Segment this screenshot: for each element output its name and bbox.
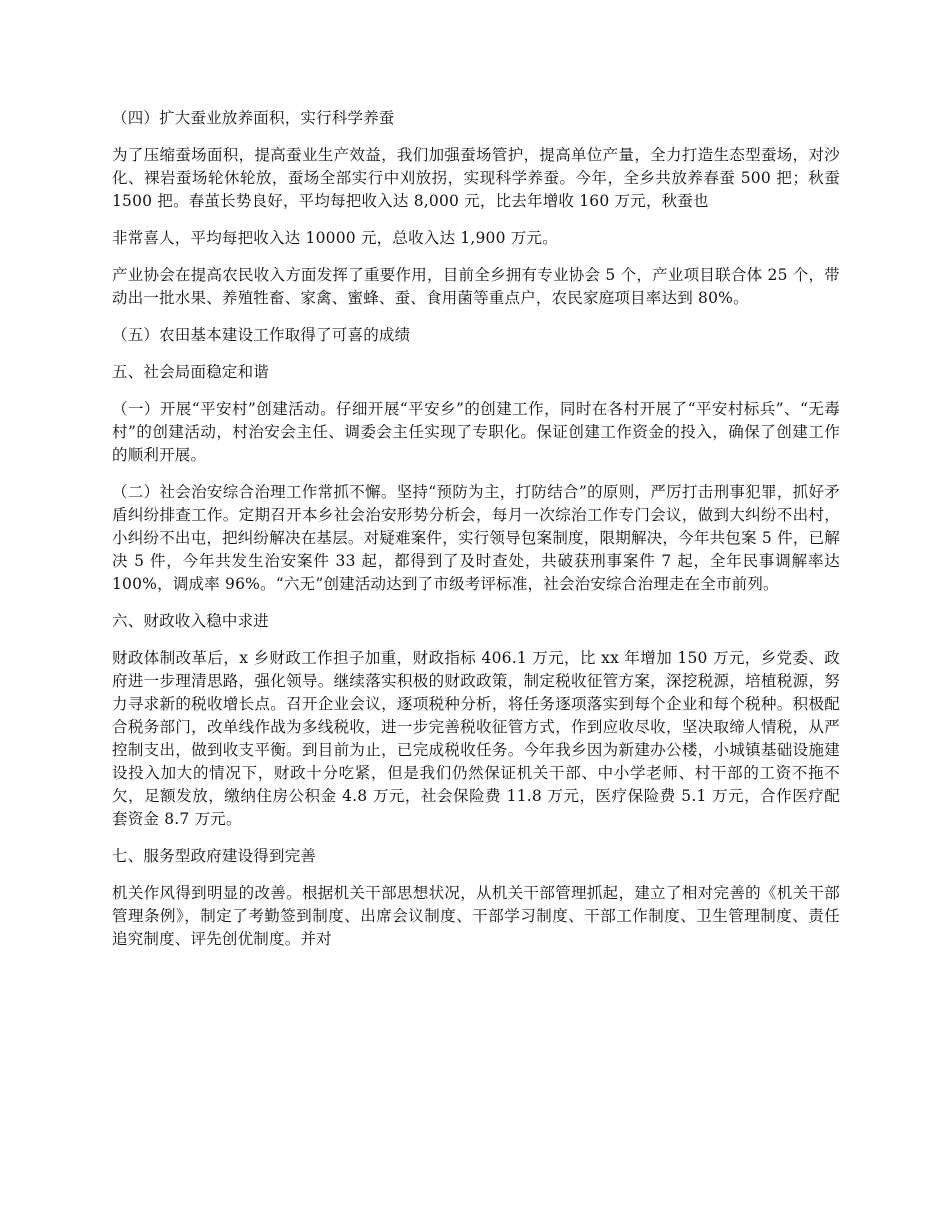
paragraph-fiscal-revenue: 财政体制改革后，x 乡财政工作担子加重，财政指标 406.1 万元，比 xx 年增加 150 万元，乡党委、政府进一步理清思路，强化领导。继续落实积极的财政政策，制定税收征管方案，深挖税源，培植税源，努力寻求新的税收增长点。召开企业会议，逐项税种分析，将任务逐项落实到每个企业和每个税种。积极配合税务部门，改单线作战为多线税收，进一步完善税收征管方式，作到应收尽收，坚决取缔人情税，从严控制支出，做到收支平衡。到目前为止，已完成税收任务。今年我乡因为新建办公楼，小城镇基础设施建设投入加大的情况下，财政十分吃紧，但是我们仍然保证机关干部、中小学老师、村干部的工资不拖不欠，足额发放，缴纳住房公积金 4.8 万元，社会保险费 11.8 万元，医疗保险费 5.1 万元，合作医疗配套资金 8.7 万元。 [112,649,840,828]
paragraph-sericulture: 为了压缩蚕场面积，提高蚕业生产效益，我们加强蚕场管护，提高单位产量，全力打造生态型蚕场，对沙化、裸岩蚕场轮休轮放，蚕场全部实行中刈放拐，实现科学养蚕。今年，全乡共放养春蚕 500 把；秋蚕 1500 把。春茧长势良好，平均每把收入达 8,000 元，比去年增收 160 万元，秋蚕也 [112,146,840,210]
section-heading-service-government: 七、服务型政府建设得到完善 [112,847,317,865]
paragraph-service-government: 机关作风得到明显的改善。根据机关干部思想状况，从机关干部管理抓起，建立了相对完善的《机关干部管理条例》，制定了考勤签到制度、出席会议制度、干部学习制度、干部工作制度、卫生管理制度、责任追究制度、评先创优制度。并对 [112,884,840,948]
section-heading-sericulture: （四）扩大蚕业放养面积，实行科学养蚕 [112,109,395,127]
section-heading-farmland: （五）农田基本建设工作取得了可喜的成绩 [112,326,411,344]
document-body [112,107,840,965]
section-heading-fiscal-revenue: 六、财政收入稳中求进 [112,612,270,630]
section-heading-social-stability: 五、社会局面稳定和谐 [112,363,270,381]
paragraph-safe-village: （一）开展“平安村”创建活动。仔细开展“平安乡”的创建工作，同时在各村开展了“平安村标兵”、“无毒村”的创建活动，村治安会主任、调委会主任实现了专职化。保证创建工作资金的投入，确保了创建工作的顺利开展。 [112,400,840,464]
paragraph-autumn-silkworm: 非常喜人，平均每把收入达 10000 元，总收入达 1,900 万元。 [112,229,558,247]
paragraph-public-security: （二）社会治安综合治理工作常抓不懈。坚持“预防为主，打防结合”的原则，严厉打击刑事犯罪，抓好矛盾纠纷排查工作。定期召开本乡社会治安形势分析会，每月一次综治工作专门会议，做到大纠纷不出村，小纠纷不出屯，把纠纷解决在基层。对疑难案件，实行领导包案制度，限期解决，今年共包案 5 件，已解决 5 件，今年共发生治安案件 33 起，都得到了及时查处，共破获刑事案件 7 起，全年民事调解率达 100%，调成率 96%。“六无”创建活动达到了市级考评标准，社会治安综合治理走在全市前列。 [112,483,840,593]
paragraph-industry-association: 产业协会在提高农民收入方面发挥了重要作用，目前全乡拥有专业协会 5 个，产业项目联合体 25 个，带动出一批水果、养殖牲畜、家禽、蜜蜂、蚕、食用菌等重点户，农民家庭项目率达到 80%。 [112,266,840,307]
